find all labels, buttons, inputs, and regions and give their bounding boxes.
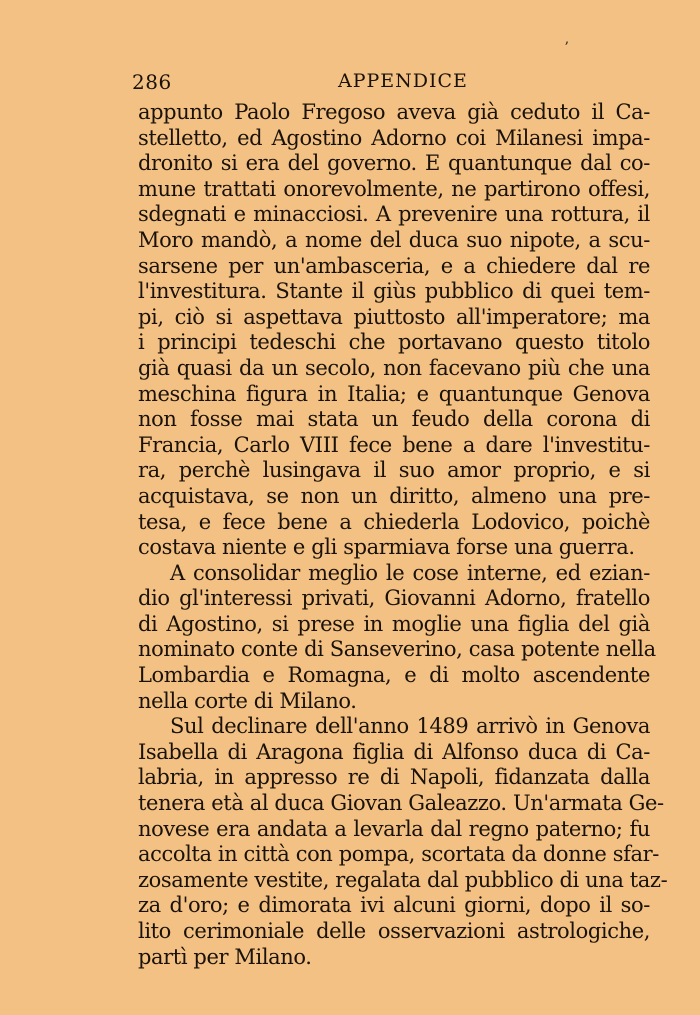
paragraph-end-line: nella corte di Milano. — [138, 688, 357, 713]
text-line: ra, perchè lusingava il suo amor proprio, e si — [138, 458, 650, 483]
paragraph-end-line: partì per Milano. — [138, 944, 312, 969]
text-line: tesa, e fece bene a chiederla Lodovico, poichè — [138, 509, 650, 534]
page-number: 286 — [132, 70, 172, 94]
text-line: dronito si era del governo. E quantunque dal co- — [138, 151, 650, 176]
paragraph-start-line: A consolidar meglio le cose interne, ed ezian- — [170, 560, 650, 585]
text-line: tenera età al duca Giovan Galeazzo. Un'armata Ge- — [138, 791, 664, 816]
running-head: APPENDICE — [338, 70, 468, 92]
text-line: nominato conte di Sanseverino, casa potente nella — [138, 637, 656, 662]
text-line: appunto Paolo Fregoso aveva già ceduto il Ca- — [138, 100, 650, 124]
text-line: za d'oro; e dimorata ivi alcuni giorni, dopo il so- — [138, 893, 650, 918]
text-line: stelletto, ed Agostino Adorno coi Milanesi impa- — [138, 125, 650, 150]
text-line: pi, ciò si aspettava piuttosto all'imperatore; ma — [138, 304, 650, 329]
text-line: meschina figura in Italia; e quantunque Genova — [138, 381, 650, 406]
text-line: accolta in città con pompa, scortata da donne sfar- — [138, 842, 659, 867]
text-line: Francia, Carlo VIII fece bene a dare l'investitu- — [138, 432, 650, 457]
text-line: acquistava, se non un diritto, almeno una pre- — [138, 483, 650, 508]
text-line: Moro mandò, a nome del duca suo nipote, a scu- — [138, 227, 650, 252]
text-line: zosamente vestite, regalata dal pubblico di una taz- — [138, 867, 668, 892]
text-line: mune trattati onorevolmente, ne partirono offesi, — [138, 176, 650, 201]
text-line: Isabella di Aragona figlia di Alfonso duca di Ca- — [138, 739, 650, 764]
body-text — [138, 100, 668, 970]
text-line: novese era andata a levarla dal regno paterno; fu — [138, 816, 650, 841]
text-line: non fosse mai stata un feudo della corona di — [138, 407, 650, 432]
text-line: i principi tedeschi che portavano questo titolo — [138, 330, 650, 355]
page-header — [132, 70, 652, 98]
text-line: labria, in appresso re di Napoli, fidanzata dalla — [138, 765, 650, 790]
text-line: dio gl'interessi privati, Giovanni Adorno, fratello — [138, 586, 650, 611]
text-line: di Agostino, si prese in moglie una figlia del già — [138, 611, 650, 636]
print-speck: ʼ — [564, 40, 569, 56]
paragraph-start-line: Sul declinare dell'anno 1489 arrivò in Genova — [170, 714, 650, 739]
paragraph-end-line: costava niente e gli sparmiava forse una guerra. — [138, 535, 635, 560]
text-line: l'investitura. Stante il giùs pubblico di quei tem- — [138, 279, 650, 304]
text-line: sdegnati e minacciosi. A prevenire una rottura, il — [138, 202, 650, 227]
text-line: lito cerimoniale delle osservazioni astrologiche, — [138, 919, 650, 943]
text-line: già quasi da un secolo, non facevano più che una — [138, 355, 650, 380]
text-line: sarsene per un'ambasceria, e a chiedere dal re — [138, 253, 650, 278]
text-line: Lombardia e Romagna, e di molto ascendente — [138, 663, 650, 688]
